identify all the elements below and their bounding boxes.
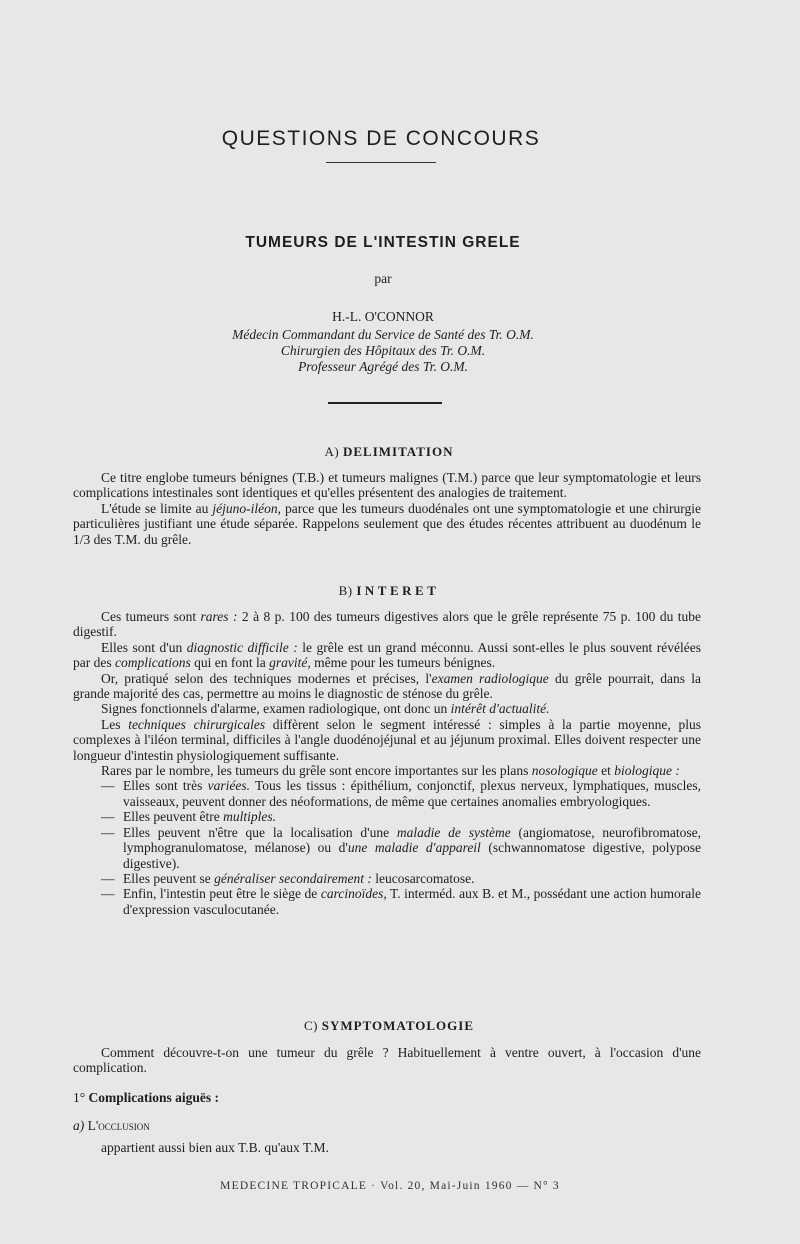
section-title: SYMPTOMATOLOGIE [321, 1018, 474, 1033]
paragraph: Ces tumeurs sont rares : 2 à 8 p. 100 des tumeurs digestives alors que le grêle représente 75 p. 100 du tube digestif. [73, 609, 702, 640]
paragraph: Rares par le nombre, les tumeurs du grêle sont encore importantes sur les plans nosologique et biologique : [101, 763, 680, 779]
subheading-title: L'occlusion [87, 1118, 150, 1133]
affiliation-line: Médecin Commandant du Service de Santé des Tr. O.M. [232, 327, 534, 342]
occlusion-body [73, 1140, 701, 1155]
list-item: — Elles sont très variées. Tous les tissus : épithélium, conjonctif, plexus nerveux, lymphatiques, muscles, vaisseaux, peuvent donner des néoformations, de même que certaines anomalies embryologiques. [101, 778, 701, 809]
paragraph: Elles sont d'un diagnostic difficile : le grêle est un grand méconnu. Aussi sont-elles le plus souvent révélées par des complications qui en font la gravité, même pour les tumeurs bénignes. [73, 639, 702, 671]
section-a-body [73, 470, 701, 547]
paragraph: L'étude se limite au jéjuno-iléon, parce que les tumeurs duodénales ont une symptomatologie et une chirurgie particulières justifiant une étude séparée. Rappelons seulement que des études récentes attribuent au duodénum le 1/3 des T.M. du grêle. [73, 500, 701, 547]
paragraph: Ce titre englobe tumeurs bénignes (T.B.) et tumeurs malignes (T.M.) parce que leur symptomatologie et leurs complications intestinales sont identiques et qu'elles présentent des analogies de traitement. [73, 470, 701, 501]
author-affiliations [0, 327, 766, 375]
section-heading-c [0, 1018, 778, 1034]
byline-par: par [374, 271, 392, 286]
section-heading-a [0, 444, 778, 460]
section-heading-b [0, 583, 778, 599]
journal-section-title: QUESTIONS DE CONCOURS [221, 127, 541, 150]
article-title: TUMEURS DE L'INTESTIN GRELE [245, 234, 521, 251]
subheading-title: Complications aiguës : [88, 1090, 220, 1105]
section-prefix: C) [304, 1018, 318, 1033]
paragraph: Les techniques chirurgicales diffèrent selon le segment intéressé : simples à la partie moyenne, plus complexes à l'iléon terminal, difficiles à l'angle duodénojéjunal et au jéjunum proximal. Elles doivent respecter une longueur d'intestin physiologiquement suffisante. [73, 716, 701, 763]
subheading-number: 1° [73, 1090, 86, 1105]
subheading-occlusion [73, 1118, 150, 1134]
section-title: DELIMITATION [342, 444, 454, 459]
title-divider [326, 162, 436, 163]
header-divider [328, 402, 442, 404]
list-item: — Enfin, l'intestin peut être le siège de carcinoïdes, T. interméd. aux B. et M., possédant une action humorale d'expression vasculocutanée. [101, 886, 701, 917]
list-item: — Elles peuvent être multiples. [101, 809, 276, 825]
section-prefix: B) [338, 583, 353, 598]
list-item: — Elles peuvent se généraliser secondairement : leucosarcomatose. [101, 870, 475, 886]
subheading-complications [73, 1090, 219, 1106]
affiliation-line: Professeur Agrégé des Tr. O.M. [298, 359, 468, 374]
paragraph: Signes fonctionnels d'alarme, examen radiologique, ont donc un intérêt d'actualité. [101, 701, 550, 717]
paragraph: appartient aussi bien aux T.B. qu'aux T.M. [101, 1140, 329, 1155]
list-item: — Elles peuvent n'être que la localisation d'une maladie de système (angiomatose, neurofibromatose, lymphogranulomatose, mélanose) ou d'une maladie d'appareil (schwannomatose digestive, polypose digestive). [101, 824, 701, 871]
subheading-letter: a) [73, 1118, 85, 1133]
section-title: INTERET [356, 583, 440, 598]
section-prefix: A) [324, 444, 340, 459]
paragraph: Comment découvre-t-on une tumeur du grêle ? Habituellement à ventre ouvert, à l'occasion d'une complication. [73, 1045, 701, 1076]
section-c-body [73, 1045, 701, 1076]
affiliation-line: Chirurgien des Hôpitaux des Tr. O.M. [280, 343, 486, 358]
section-b-body [73, 609, 701, 917]
paragraph: Or, pratiqué selon des techniques modernes et précises, l'examen radiologique du grêle pourrait, dans la grande majorité des cas, permettre au moins le diagnostic de sténose du grêle. [73, 670, 701, 702]
author-name: H.-L. O'CONNOR [332, 309, 434, 324]
page-footer: MEDECINE TROPICALE · Vol. 20, Mai-Juin 1960 — N° 3 [220, 1180, 560, 1192]
